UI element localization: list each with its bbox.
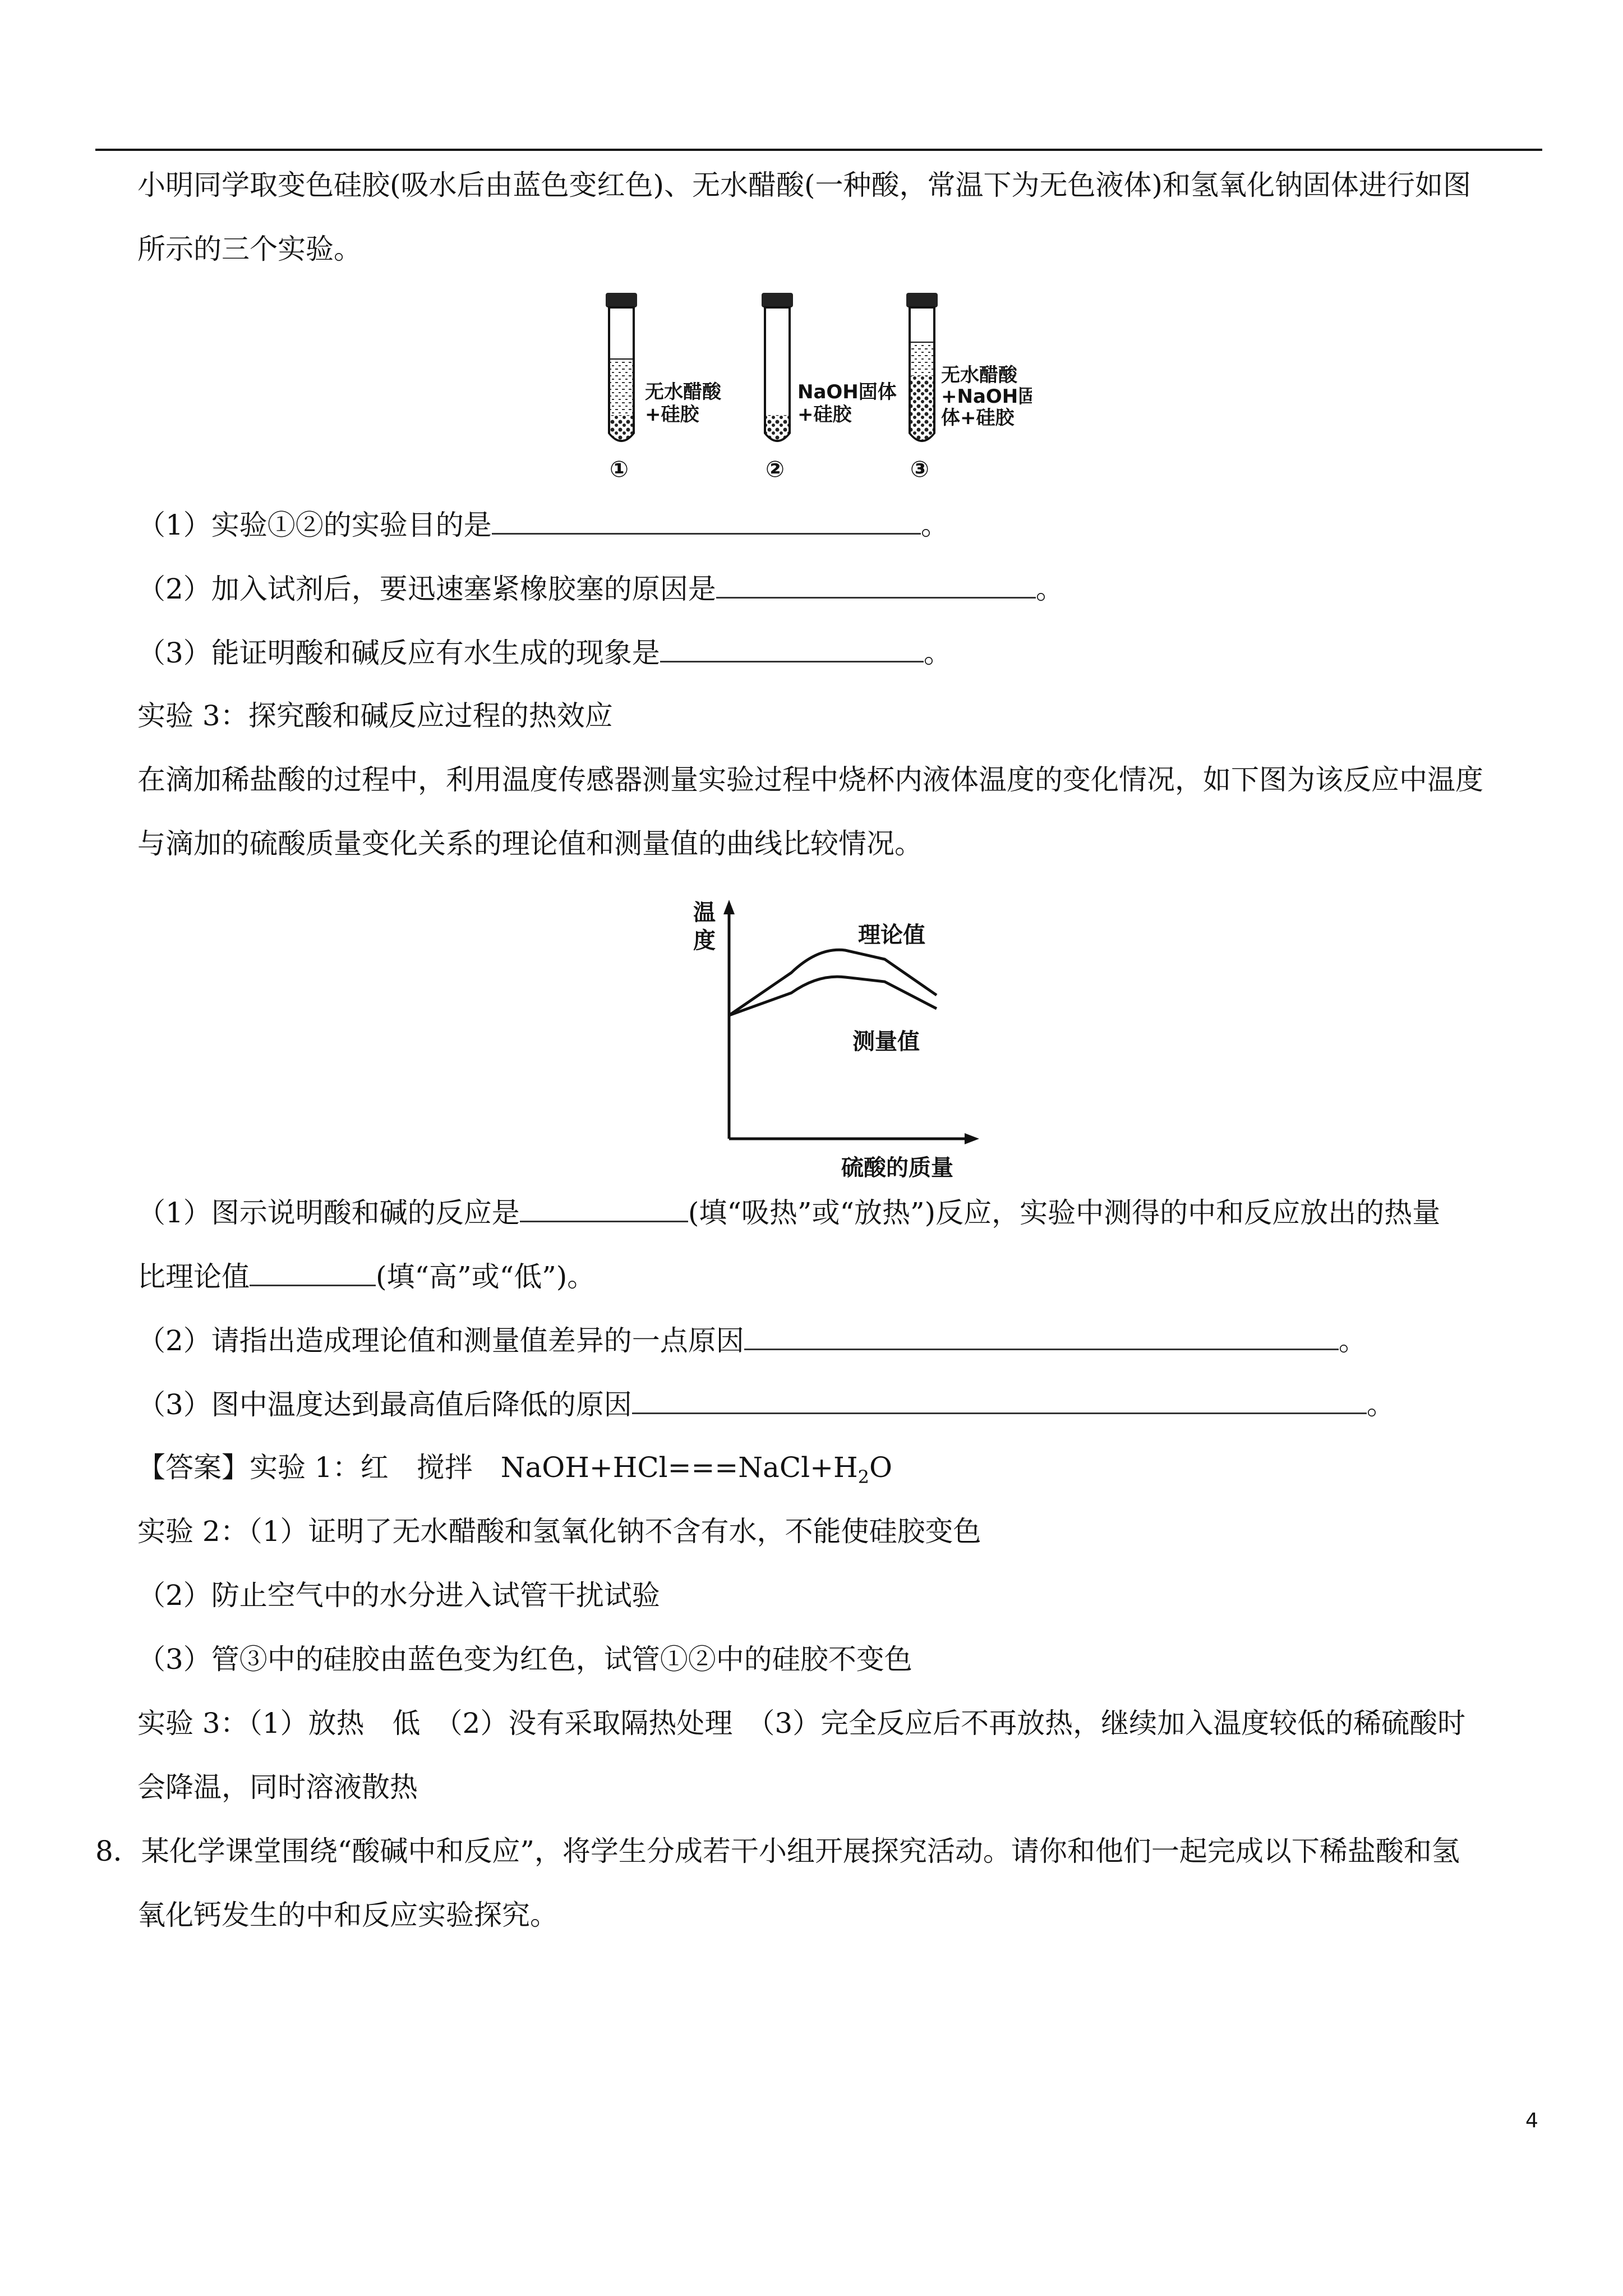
- answer-blank[interactable]: [250, 1259, 376, 1286]
- answer-line-1: 【答案】实验 1：红 搅拌 $NaOH+HCl===NaCl+H_2O$: [137, 1451, 892, 1488]
- exp2-question-1: （1）实验①②的实验目的是 。: [137, 507, 949, 542]
- y-axis-arrow: [723, 900, 735, 914]
- answer-line-5: 实验 3：（1）放热 低 （2）没有采取隔热处理 （3）完全反应后不再放热，继续加入温度较低的稀硫酸时: [137, 1707, 1466, 1740]
- exp3-title: 实验 3：探究酸和碱反应过程的热效应: [137, 700, 613, 732]
- tube-3-number: ③: [910, 457, 929, 482]
- series-line-measured: [729, 977, 937, 1015]
- exp3-desc-line-2: 与滴加的硫酸质量变化关系的理论值和测量值的曲线比较情况。: [137, 827, 923, 860]
- answer-line-3: （2）防止空气中的水分进入试管干扰试验: [137, 1579, 660, 1612]
- intro-line-1: 小明同学取变色硅胶(吸水后由蓝色变红色)、无水醋酸(一种酸，常温下为无色液体)和氢氧化钠固体进行如图: [137, 169, 1472, 201]
- answer-line-4: （3）管③中的硅胶由蓝色变为红色，试管①②中的硅胶不变色: [137, 1643, 912, 1676]
- header-rule: [95, 149, 1542, 151]
- exp2-question-2: （2）加入试剂后，要迅速塞紧橡胶塞的原因是 。: [137, 571, 1064, 606]
- answer-blank[interactable]: [716, 571, 1036, 599]
- question-8-line-2: 氧化钙发生的中和反应实验探究。: [137, 1899, 558, 1931]
- tube-3-label-line-2: +NaOH固: [941, 385, 1032, 408]
- exp3-question-3: （3）图中温度达到最高值后降低的原因 。: [137, 1387, 1395, 1421]
- intro-line-2: 所示的三个实验。: [137, 233, 362, 265]
- tube-1-label-line-1: 无水醋酸: [645, 381, 721, 403]
- answer-line-2: 实验 2：（1）证明了无水醋酸和氢氧化钠不含有水，不能使硅胶变色: [137, 1515, 981, 1548]
- question-8-line-1: 8．某化学课堂围绕“酸碱中和反应”，将学生分成若干小组开展探究活动。请你和他们一起完成以下稀盐酸和氢: [95, 1835, 1460, 1867]
- x-axis-arrow: [965, 1133, 979, 1144]
- series-label-theory: 理论值: [858, 922, 925, 948]
- tube-3-label-line-1: 无水醋酸: [941, 364, 1017, 386]
- tube-1-label-line-2: +硅胶: [645, 403, 699, 426]
- answer-blank[interactable]: [632, 1387, 1367, 1414]
- tube-1-number: ①: [610, 457, 629, 482]
- tube-2-number: ②: [766, 457, 785, 482]
- tube-2-label-line-2: +硅胶: [797, 403, 852, 426]
- tube-3-label-line-3: 体+硅胶: [941, 407, 1015, 429]
- test-tube-2: [762, 293, 897, 482]
- exp3-question-1: （1）图示说明酸和碱的反应是 (填“吸热”或“放热”)反应，实验中测得的中和反应放出的热量: [137, 1195, 1440, 1230]
- exp3-desc-line-1: 在滴加稀盐酸的过程中，利用温度传感器测量实验过程中烧杯内液体温度的变化情况，如下图为该反应中温度: [137, 763, 1483, 796]
- answer-line-6: 会降温，同时溶液散热: [137, 1771, 418, 1803]
- y-axis-label-char-2: 度: [693, 928, 716, 954]
- answer-blank[interactable]: [520, 1195, 688, 1222]
- answer-blank[interactable]: [744, 1323, 1339, 1350]
- page-number: 4: [1525, 2109, 1538, 2132]
- y-axis-label-char-1: 温: [693, 900, 716, 926]
- temperature-chart: [690, 892, 981, 1184]
- answer-heading: 【答案】: [137, 1451, 250, 1484]
- test-tube-figure: [594, 286, 1032, 488]
- answer-blank[interactable]: [492, 507, 921, 535]
- exp3-question-1-cont: 比理论值 (填“高”或“低”)。: [137, 1259, 595, 1294]
- test-tube-1: [606, 293, 722, 482]
- series-label-measured: 测量值: [852, 1029, 920, 1055]
- test-tube-3: [906, 293, 1032, 482]
- x-axis-label: 硫酸的质量: [841, 1155, 953, 1181]
- tube-2-label-line-1: NaOH固体: [797, 381, 897, 403]
- exp3-question-2: （2）请指出造成理论值和测量值差异的一点原因 。: [137, 1323, 1367, 1358]
- exp2-question-3: （3）能证明酸和碱反应有水生成的现象是 。: [137, 635, 952, 670]
- answer-blank[interactable]: [660, 635, 924, 662]
